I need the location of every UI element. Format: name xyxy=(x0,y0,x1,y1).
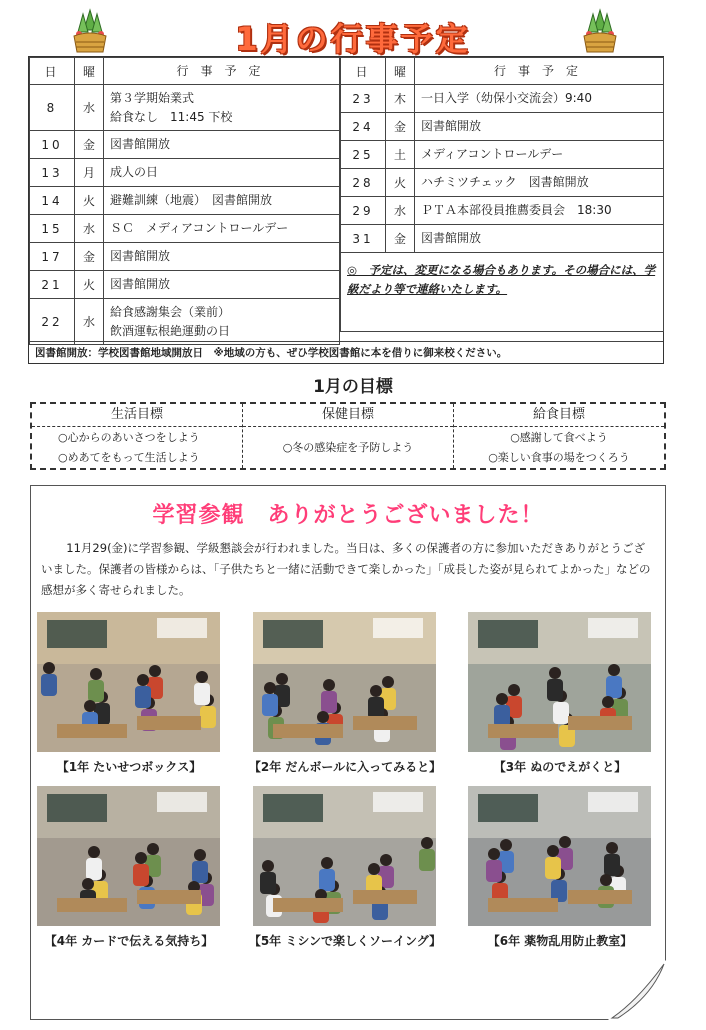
weekday-cell: 月 xyxy=(75,159,104,187)
day-cell: 10 xyxy=(30,131,75,159)
day-cell: 15 xyxy=(30,215,75,243)
day-cell: 17 xyxy=(30,243,75,271)
photo-caption: 【2年 だんボールに入ってみると】 xyxy=(248,760,442,774)
goal-heading: 保健目標 xyxy=(243,404,453,427)
weekday-cell: 木 xyxy=(386,85,415,113)
schedule-left xyxy=(29,57,340,345)
page-title: 1月の行事予定 xyxy=(235,20,471,58)
day-cell: 31 xyxy=(341,225,386,253)
schedule-row xyxy=(30,299,340,345)
report-title: 学習参観 ありがとうございました！ xyxy=(152,503,544,528)
schedule-table xyxy=(28,56,664,364)
weekday-cell: 水 xyxy=(75,85,104,131)
event-line: 一日入学（幼保小交流会）9:40 xyxy=(421,91,592,105)
weekday-cell: 火 xyxy=(75,187,104,215)
schedule-row xyxy=(341,197,664,225)
class-photo xyxy=(253,612,436,752)
schedule-row xyxy=(341,141,664,169)
event-cell xyxy=(104,271,340,299)
event-line: ＰＴＡ本部役員推薦委員会 18:30 xyxy=(421,203,612,217)
schedule-right xyxy=(340,57,664,332)
event-cell xyxy=(415,113,664,141)
schedule-row xyxy=(30,131,340,159)
weekday-cell: 金 xyxy=(386,113,415,141)
event-cell xyxy=(415,169,664,197)
goal-heading: 生活目標 xyxy=(32,404,242,427)
event-cell xyxy=(104,159,340,187)
schedule-note: ◎ 予定は、変更になる場合もあります。その場合には、学級だより等で連絡いたします。 xyxy=(341,253,664,332)
goal-lunch xyxy=(454,404,664,468)
day-cell: 29 xyxy=(341,197,386,225)
schedule-row xyxy=(341,225,664,253)
class-photo xyxy=(37,786,220,926)
day-cell: 21 xyxy=(30,271,75,299)
event-line: 給食感謝集会（業前） xyxy=(110,304,231,319)
col-weekday-header: 曜 xyxy=(386,58,415,85)
class-photo xyxy=(468,786,651,926)
goal-item: ○感謝して食べよう xyxy=(510,430,608,444)
class-photo xyxy=(468,612,651,752)
event-line: 成人の日 xyxy=(110,165,159,179)
schedule-row xyxy=(341,113,664,141)
schedule-row xyxy=(30,243,340,271)
day-cell: 13 xyxy=(30,159,75,187)
col-weekday-header: 曜 xyxy=(75,58,104,85)
event-cell xyxy=(415,197,664,225)
event-cell xyxy=(104,85,340,131)
event-cell xyxy=(104,187,340,215)
goal-item: ○冬の感染症を予防しよう xyxy=(282,440,414,454)
event-line: 第３学期始業式 xyxy=(110,90,195,105)
goal-item: ○心からのあいさつをしよう xyxy=(58,430,200,444)
event-line: 図書館開放 xyxy=(110,137,171,151)
weekday-cell: 水 xyxy=(75,299,104,345)
day-cell: 8 xyxy=(30,85,75,131)
kadomatsu-icon xyxy=(580,8,620,54)
schedule-row xyxy=(30,271,340,299)
event-cell xyxy=(415,85,664,113)
col-day-header: 日 xyxy=(341,58,386,85)
report-panel xyxy=(30,485,666,1020)
library-note: 図書館開放：学校図書館地域開放日 ※地域の方も、ぜひ学校図書館に本を借りに御来校ください。 xyxy=(29,341,663,363)
event-line: 図書館開放 xyxy=(421,119,482,133)
weekday-cell: 金 xyxy=(386,225,415,253)
class-photo xyxy=(253,786,436,926)
photo-caption: 【4年 カードで伝える気持ち】 xyxy=(44,934,214,948)
event-line: メディアコントロールデー xyxy=(421,147,564,161)
event-line: 飲酒運転根絶運動の日 xyxy=(110,323,231,338)
day-cell: 22 xyxy=(30,299,75,345)
col-day-header: 日 xyxy=(30,58,75,85)
event-line: ＳＣ メディアコントロールデー xyxy=(110,221,289,235)
col-event-header: 行事予定 xyxy=(415,58,664,85)
photo-caption: 【1年 たいせつボックス】 xyxy=(56,760,202,774)
page-curl-icon xyxy=(608,960,666,1020)
photo-caption: 【6年 薬物乱用防止教室】 xyxy=(487,934,633,948)
weekday-cell: 土 xyxy=(386,141,415,169)
photo-caption: 【5年 ミシンで楽しくソーイング】 xyxy=(248,934,442,948)
header xyxy=(0,8,706,58)
report-text: 11月29(金)に学習参観、学級懇談会が行われました。当日は、多くの保護者の方に参加いただきありがとうございました。保護者の皆様からは、「子供たちと一緒に活動できて楽しかった」「成長した姿が見られてよかった」などの感想が多く寄せられました。 xyxy=(41,541,651,597)
goals-title: 1月の目標 xyxy=(313,377,393,397)
day-cell: 23 xyxy=(341,85,386,113)
goal-health xyxy=(243,404,454,468)
weekday-cell: 水 xyxy=(75,215,104,243)
class-photo xyxy=(37,612,220,752)
schedule-row xyxy=(30,159,340,187)
day-cell: 14 xyxy=(30,187,75,215)
goals-box xyxy=(30,402,666,470)
event-cell xyxy=(104,299,340,345)
schedule-row xyxy=(341,85,664,113)
day-cell: 28 xyxy=(341,169,386,197)
weekday-cell: 火 xyxy=(386,169,415,197)
schedule-row xyxy=(30,187,340,215)
goal-heading: 給食目標 xyxy=(454,404,664,427)
weekday-cell: 金 xyxy=(75,131,104,159)
event-cell xyxy=(415,225,664,253)
schedule-row xyxy=(341,169,664,197)
weekday-cell: 水 xyxy=(386,197,415,225)
event-line: 給食なし 11:45 下校 xyxy=(110,109,233,124)
event-cell xyxy=(104,243,340,271)
event-line: 避難訓練（地震） 図書館開放 xyxy=(110,193,273,207)
goal-life xyxy=(32,404,243,468)
event-cell xyxy=(104,131,340,159)
event-line: ハチミツチェック 図書館開放 xyxy=(421,175,589,189)
event-line: 図書館開放 xyxy=(110,277,171,291)
photo-caption: 【3年 ぬのでえがくと】 xyxy=(493,760,627,774)
goal-item: ○めあてをもって生活しよう xyxy=(58,450,200,464)
goal-item: ○楽しい食事の場をつくろう xyxy=(488,450,630,464)
day-cell: 25 xyxy=(341,141,386,169)
day-cell: 24 xyxy=(341,113,386,141)
event-line: 図書館開放 xyxy=(421,231,482,245)
event-line: 図書館開放 xyxy=(110,249,171,263)
weekday-cell: 火 xyxy=(75,271,104,299)
schedule-row xyxy=(30,85,340,131)
schedule-row xyxy=(30,215,340,243)
event-cell xyxy=(415,141,664,169)
event-cell xyxy=(104,215,340,243)
weekday-cell: 金 xyxy=(75,243,104,271)
col-event-header: 行事予定 xyxy=(104,58,340,85)
